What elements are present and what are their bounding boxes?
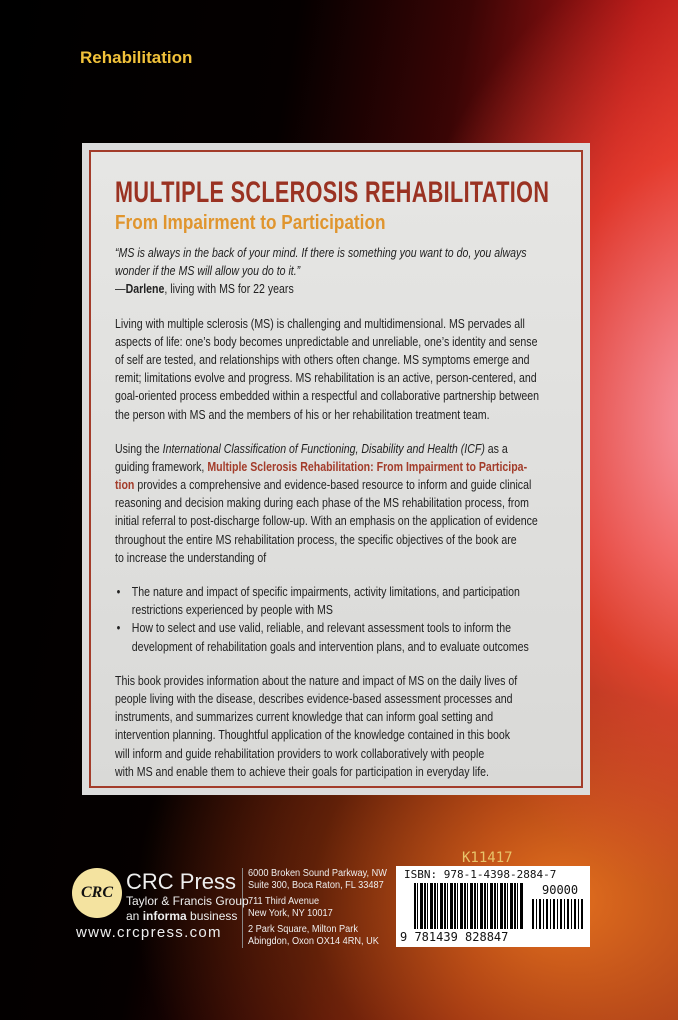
catalog-code: K11417: [462, 850, 513, 866]
bullet-item: [115, 619, 569, 655]
text-segment: of self are tested, and relationships with others often change. MS symptoms emerge and: [115, 352, 530, 367]
crc-logo: CRC: [72, 868, 122, 918]
text-line: [115, 333, 569, 351]
publisher-addresses: [242, 868, 399, 948]
book-title-reference: Multiple Sclerosis Rehabilitation: From Impairment to Participa-: [207, 459, 528, 474]
text-line: [115, 262, 569, 280]
text-segment: with MS and enable them to achieve their goals for participation in everyday life.: [115, 764, 489, 779]
text-segment: Living with multiple sclerosis (MS) is challenging and multidimensional. MS pervades all: [115, 316, 525, 331]
text-line: [115, 745, 569, 763]
text-segment: , living with MS for 22 years: [164, 282, 294, 297]
address-line: New York, NY 10017: [248, 908, 333, 919]
text-segment: as a: [484, 441, 508, 456]
text-line: development of rehabilitation goals and intervention plans, and to evaluate outcomes: [131, 639, 529, 654]
paragraph-1: [115, 315, 569, 424]
publisher-block: [126, 870, 249, 924]
text-segment: guiding framework,: [115, 459, 208, 474]
text-line: [115, 690, 569, 708]
text-line: How to select and use valid, reliable, and relevant assessment tools to inform the: [131, 621, 512, 636]
isbn-text: ISBN: 978-1-4398-2884-7: [404, 868, 557, 881]
text-line: [115, 351, 569, 369]
description-panel: [82, 143, 590, 795]
text-line: [115, 672, 569, 690]
text-segment: to increase the understanding of: [115, 550, 267, 565]
address-line: Suite 300, Boca Raton, FL 33487: [248, 880, 384, 891]
text-segment: will inform and guide rehabilitation providers to work collaboratively with people: [115, 746, 485, 761]
book-title: MULTIPLE SCLEROSIS REHABILITATION: [115, 176, 550, 209]
text-line: The nature and impact of specific impairments, activity limitations, and participation: [131, 585, 520, 599]
text-line: [115, 476, 569, 494]
price-barcode-bars: [532, 899, 584, 929]
tagline-text: an: [126, 909, 143, 923]
text-line: [115, 458, 569, 476]
bullet-list: [115, 583, 569, 656]
barcode-bars: [414, 883, 524, 929]
text-segment: wonder if the MS will allow you do to it.”: [115, 264, 301, 279]
quote: [115, 244, 569, 299]
description-frame: [89, 150, 583, 788]
text-segment: instruments, and summarizes current knowledge that can inform goal setting and: [115, 710, 494, 725]
text-line: restrictions experienced by people with MS: [131, 603, 333, 618]
text-line: [115, 440, 569, 458]
text-segment: reasoning and decision making during each phase of the MS rehabilitation process, from: [115, 496, 529, 511]
text-segment: provides a comprehensive and evidence-based resource to inform and guide clinical: [134, 478, 532, 493]
text-segment: initial referral to post-discharge follow-up. With an emphasis on the application of evidence: [115, 514, 538, 529]
publisher-name: CRC Press: [126, 869, 237, 894]
bullet-icon: •: [116, 621, 121, 636]
text-line: [115, 708, 569, 726]
publisher-group: Taylor & Francis Group: [126, 894, 249, 908]
tagline-bold: informa: [142, 909, 187, 923]
text-segment: aspects of life: one’s body becomes unpredictable and unreliable, one’s identity and sense: [115, 334, 538, 349]
category-label: Rehabilitation: [80, 48, 193, 67]
text-segment: throughout the entire MS rehabilitation process, the specific objectives of the book are: [115, 532, 517, 547]
description-text: [115, 244, 569, 781]
address-line: 6000 Broken Sound Parkway, NW: [248, 868, 387, 879]
address-line: 2 Park Square, Milton Park: [248, 924, 358, 935]
text-line: [115, 387, 569, 405]
text-segment: International Classification of Functioning, Disability and Health (ICF): [162, 441, 485, 456]
isbn-barcode: [396, 866, 590, 947]
text-line: [115, 494, 569, 512]
text-line: [115, 369, 569, 387]
text-line: [115, 531, 569, 549]
text-line: [115, 244, 569, 262]
text-line: [115, 512, 569, 530]
text-segment: intervention planning. Thoughtful application of the knowledge contained in this book: [115, 728, 511, 743]
address-line: 711 Third Avenue: [248, 896, 320, 907]
bullet-item: [115, 583, 569, 619]
publisher-tagline: [126, 909, 249, 924]
text-line: [115, 406, 569, 424]
book-title-reference: tion: [115, 478, 135, 493]
paragraph-2: [115, 440, 569, 567]
text-segment: the person with MS and the members of his or her rehabilitation treatment team.: [115, 407, 490, 422]
text-segment: Darlene: [125, 282, 165, 297]
text-segment: remit; limitations evolve and progress. MS rehabilitation is an active, person-centered, and: [115, 371, 537, 386]
text-segment: “MS is always in the back of your mind. If there is something you want to do, you always: [115, 246, 527, 260]
text-segment: —: [115, 282, 126, 297]
book-subtitle: From Impairment to Participation: [115, 212, 386, 234]
text-segment: Using the: [115, 441, 163, 456]
text-line: [115, 726, 569, 744]
address-line: Abingdon, Oxon OX14 4RN, UK: [248, 936, 379, 947]
text-segment: This book provides information about the nature and impact of MS on the daily lives of: [115, 673, 518, 688]
paragraph-3: [115, 672, 569, 781]
text-segment: goal-oriented process embedded within a respectful and collaborative partnership between: [115, 389, 540, 404]
text-line: [115, 315, 569, 333]
bullet-icon: •: [116, 585, 121, 599]
ean-number: 9 781439 828847: [400, 930, 511, 944]
publisher-url[interactable]: www.crcpress.com: [76, 924, 222, 941]
text-line: [115, 549, 569, 567]
text-line: [115, 280, 569, 298]
text-line: [115, 763, 569, 781]
text-segment: people living with the disease, describes evidence-based assessment processes and: [115, 691, 513, 706]
tagline-text: business: [186, 909, 238, 923]
price-code: 90000: [542, 883, 579, 897]
